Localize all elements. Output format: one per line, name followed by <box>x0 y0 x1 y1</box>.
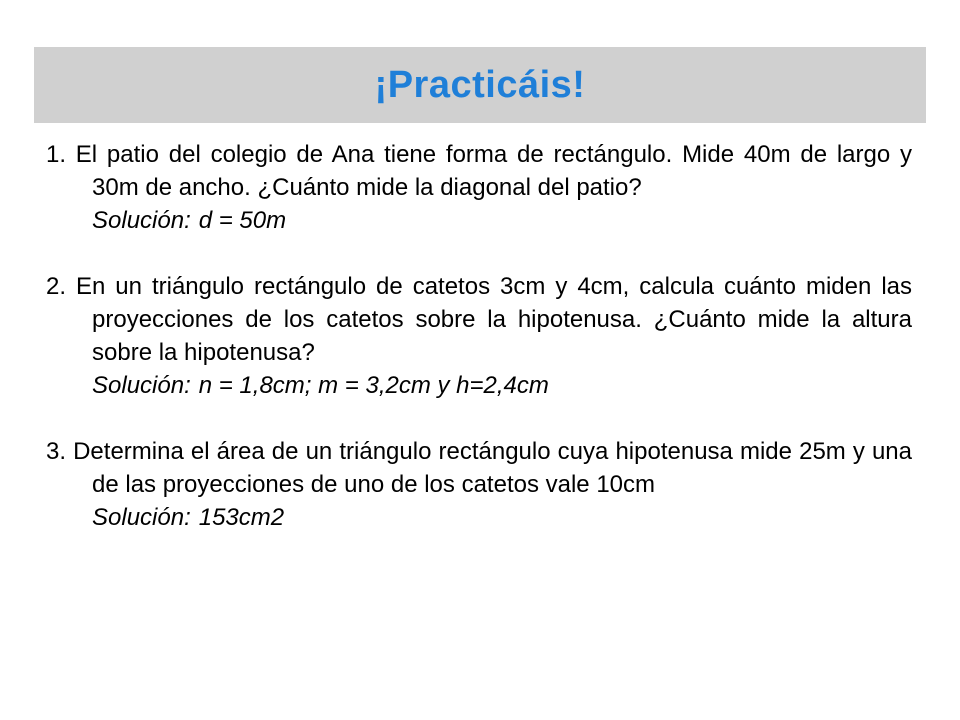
problem-item <box>46 270 912 402</box>
problem-list <box>46 138 912 534</box>
problem-item <box>46 138 912 237</box>
solution-value: 153cm2 <box>198 504 285 531</box>
spacer <box>46 402 912 435</box>
solution-label: Solución: <box>92 372 191 399</box>
problem-text: 1. El patio del colegio de Ana tiene forma de rectángulo. Mide 40m de largo y 30m de ancho. ¿Cuánto mide la diagonal del patio? <box>46 141 912 201</box>
title-bar <box>34 47 926 123</box>
problem-text: 3. Determina el área de un triángulo rectángulo cuya hipotenusa mide 25m y una de las proyecciones de uno de los catetos vale 10cm <box>46 438 912 498</box>
solution-line <box>46 369 912 402</box>
solution-value: n = 1,8cm; m = 3,2cm y h=2,4cm <box>198 372 549 399</box>
solution-label: Solución: <box>92 504 191 531</box>
problem-text: 2. En un triángulo rectángulo de catetos 3cm y 4cm, calcula cuánto miden las proyecciones de los catetos sobre la hipotenusa. ¿Cuánto mide la altura sobre la hipotenusa? <box>46 273 912 366</box>
spacer <box>46 237 912 270</box>
solution-value: d = 50m <box>198 207 287 234</box>
solution-line <box>46 204 912 237</box>
problem-item <box>46 435 912 534</box>
solution-label: Solución: <box>92 207 191 234</box>
solution-line <box>46 501 912 534</box>
page-title: ¡Practicáis! <box>374 63 586 106</box>
